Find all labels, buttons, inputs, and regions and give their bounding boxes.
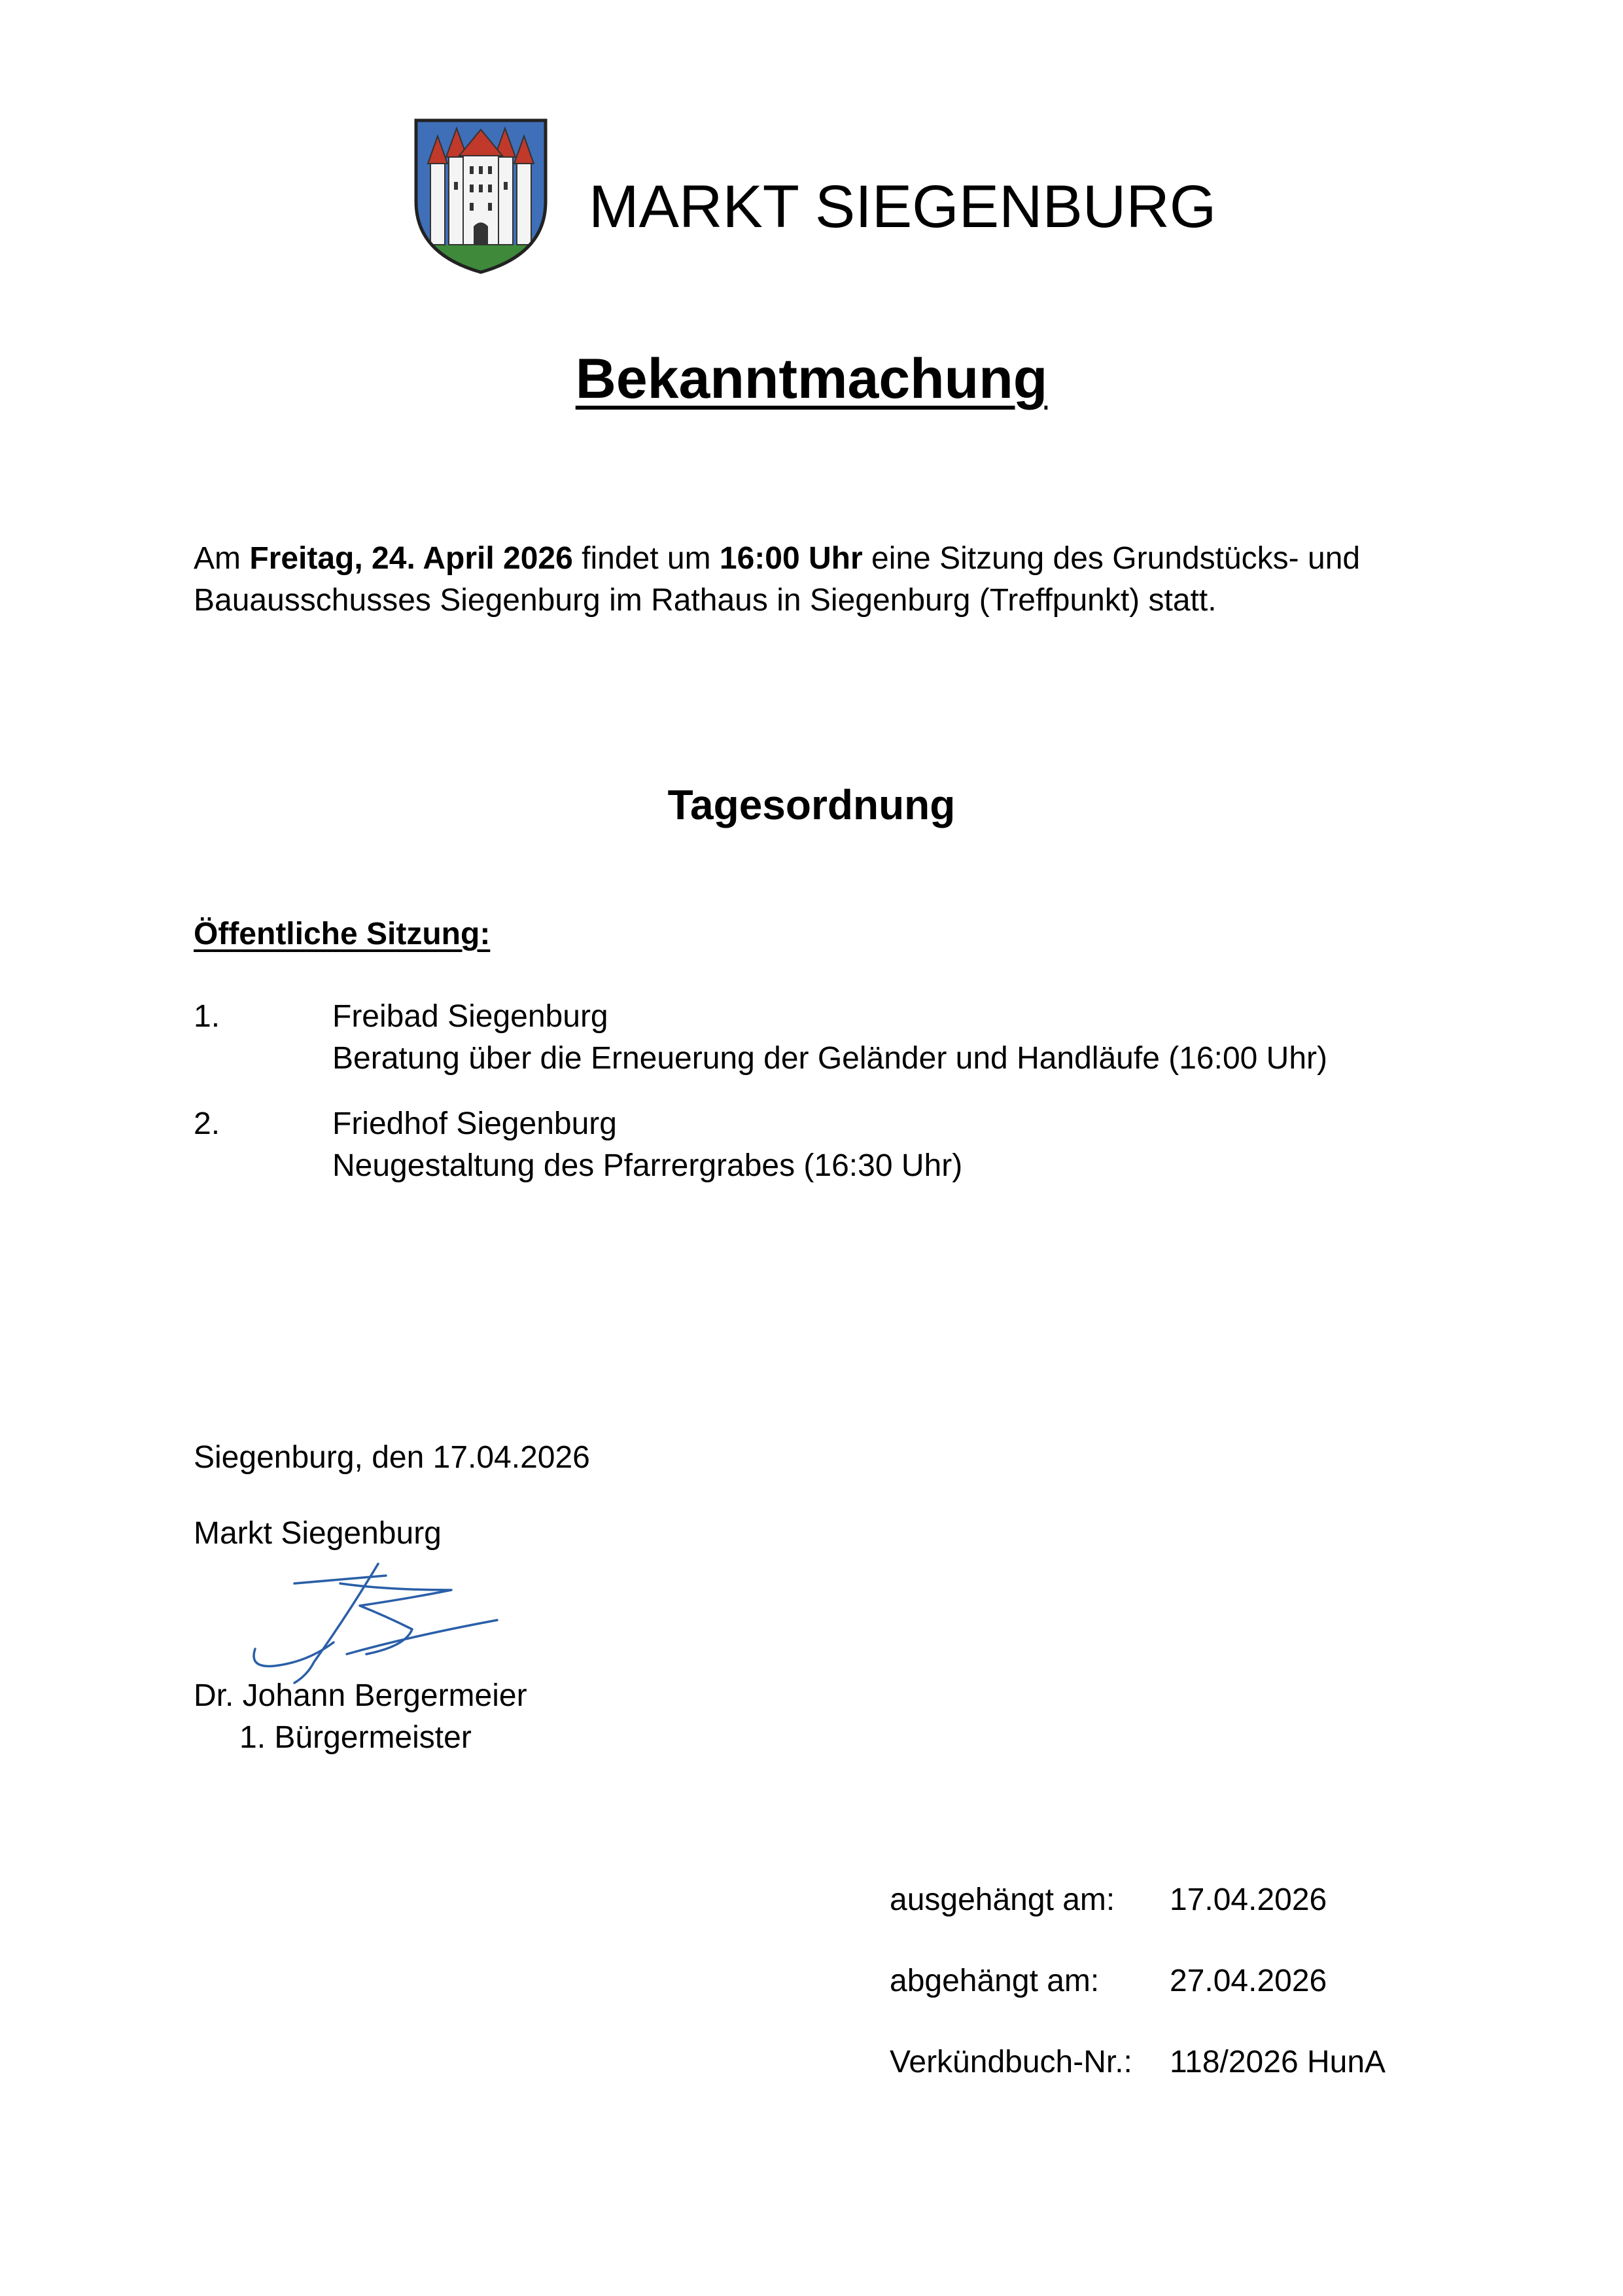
agenda-item-number: 2. <box>194 1106 220 1141</box>
agenda-item-title: Friedhof Siegenburg <box>332 1106 617 1141</box>
municipality-title: MARKT SIEGENBURG <box>589 173 1217 240</box>
intro-paragraph-line-2: Bauausschusses Siegenburg im Rathaus in Siegenburg (Treffpunkt) statt. <box>194 583 1217 618</box>
agenda-item-title: Freibad Siegenburg <box>332 999 608 1034</box>
agenda-item-description: Neugestaltung des Pfarrergrabes (16:30 Uhr) <box>332 1148 963 1183</box>
document-title-text: Bekanntmachung <box>575 347 1048 410</box>
intro-paragraph-line-1 <box>194 538 1360 580</box>
registry-number-value: 118/2026 HunA <box>1170 2045 1386 2079</box>
closing-organization: Markt Siegenburg <box>194 1516 442 1551</box>
handwritten-signature <box>216 1538 504 1695</box>
public-session-label: Öffentliche Sitzung: <box>194 917 491 951</box>
posted-date-label: ausgehängt am: <box>890 1882 1115 1917</box>
meeting-time: 16:00 Uhr <box>719 541 863 576</box>
intro-prefix: Am <box>194 541 250 576</box>
meeting-date: Freitag, 24. April 2026 <box>249 541 573 576</box>
intro-suffix: eine Sitzung des Grundstücks- und <box>862 541 1361 576</box>
signer-name: Dr. Johann Bergermeier <box>194 1678 527 1713</box>
agenda-item-description: Beratung über die Erneuerung der Geländer und Handläufe (16:00 Uhr) <box>332 1041 1327 1076</box>
removed-date-value: 27.04.2026 <box>1170 1964 1327 1998</box>
signer-role: 1. Bürgermeister <box>239 1720 472 1755</box>
agenda-title: Tagesordnung <box>667 781 956 828</box>
posted-date-value: 17.04.2026 <box>1170 1882 1327 1917</box>
coat-of-arms-logo <box>411 116 551 276</box>
agenda-item-number: 1. <box>194 999 220 1034</box>
registry-number-label: Verkündbuch-Nr.: <box>890 2045 1132 2079</box>
removed-date-label: abgehängt am: <box>890 1964 1100 1998</box>
place-and-date: Siegenburg, den 17.04.2026 <box>194 1440 590 1475</box>
intro-middle: findet um <box>572 541 720 576</box>
document-title <box>0 347 1623 410</box>
